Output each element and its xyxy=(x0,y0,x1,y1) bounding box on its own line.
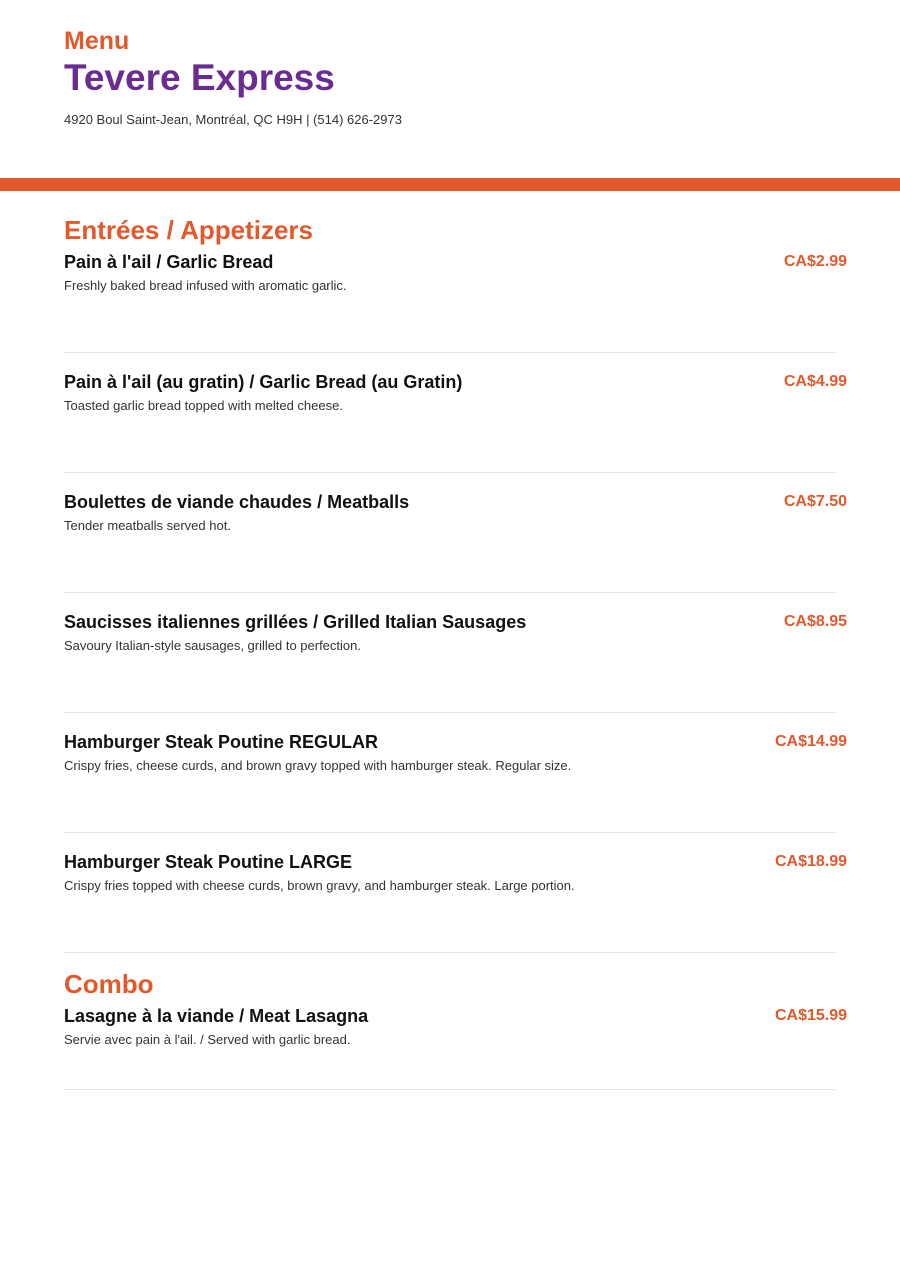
item-name: Pain à l'ail (au gratin) / Garlic Bread (au Gratin) xyxy=(64,372,463,392)
item-description: Servie avec pain à l'ail. / Served with garlic bread. xyxy=(64,1032,351,1047)
item-name: Lasagne à la viande / Meat Lasagna xyxy=(64,1006,369,1026)
item-price: CA$2.99 xyxy=(783,253,847,270)
section-title: Entrées / Appetizers xyxy=(64,215,314,245)
item-price: CA$15.99 xyxy=(774,1007,847,1024)
item-description: Crispy fries, cheese curds, and brown gravy topped with hamburger steak. Regular size. xyxy=(64,758,572,773)
item-description: Savoury Italian-style sausages, grilled to perfection. xyxy=(64,638,361,653)
item-name: Hamburger Steak Poutine REGULAR xyxy=(64,732,379,752)
item-description: Freshly baked bread infused with aromatic garlic. xyxy=(64,278,347,293)
item-name: Pain à l'ail / Garlic Bread xyxy=(64,252,274,272)
menu-item xyxy=(64,487,847,593)
menu-item xyxy=(64,247,847,353)
menu-item xyxy=(64,727,847,833)
menu-item xyxy=(64,1001,847,1090)
item-description: Toasted garlic bread topped with melted cheese. xyxy=(64,398,343,413)
section-title: Combo xyxy=(64,969,154,999)
menu-content xyxy=(64,213,847,1104)
item-name: Boulettes de viande chaudes / Meatballs xyxy=(64,492,410,512)
item-price: CA$7.50 xyxy=(783,493,847,510)
item-description: Tender meatballs served hot. xyxy=(64,518,231,533)
item-description: Crispy fries topped with cheese curds, brown gravy, and hamburger steak. Large portion. xyxy=(64,878,575,893)
menu-item xyxy=(64,607,847,713)
menu-header xyxy=(64,26,844,128)
section-appetizers xyxy=(64,213,847,953)
menu-item xyxy=(64,847,847,953)
item-name: Hamburger Steak Poutine LARGE xyxy=(64,852,353,872)
item-price: CA$8.95 xyxy=(783,613,847,630)
section-combo xyxy=(64,967,847,1090)
restaurant-address: 4920 Boul Saint-Jean, Montréal, QC H9H | (514) 626-2973 xyxy=(64,112,402,127)
menu-label: Menu xyxy=(64,27,130,55)
item-price: CA$18.99 xyxy=(774,853,847,870)
item-name: Saucisses italiennes grillées / Grilled Italian Sausages xyxy=(64,612,527,632)
accent-divider-bar xyxy=(0,178,900,191)
restaurant-name: Tevere Express xyxy=(64,57,335,98)
item-price: CA$14.99 xyxy=(774,733,847,750)
item-price: CA$4.99 xyxy=(783,373,847,390)
menu-item xyxy=(64,367,847,473)
